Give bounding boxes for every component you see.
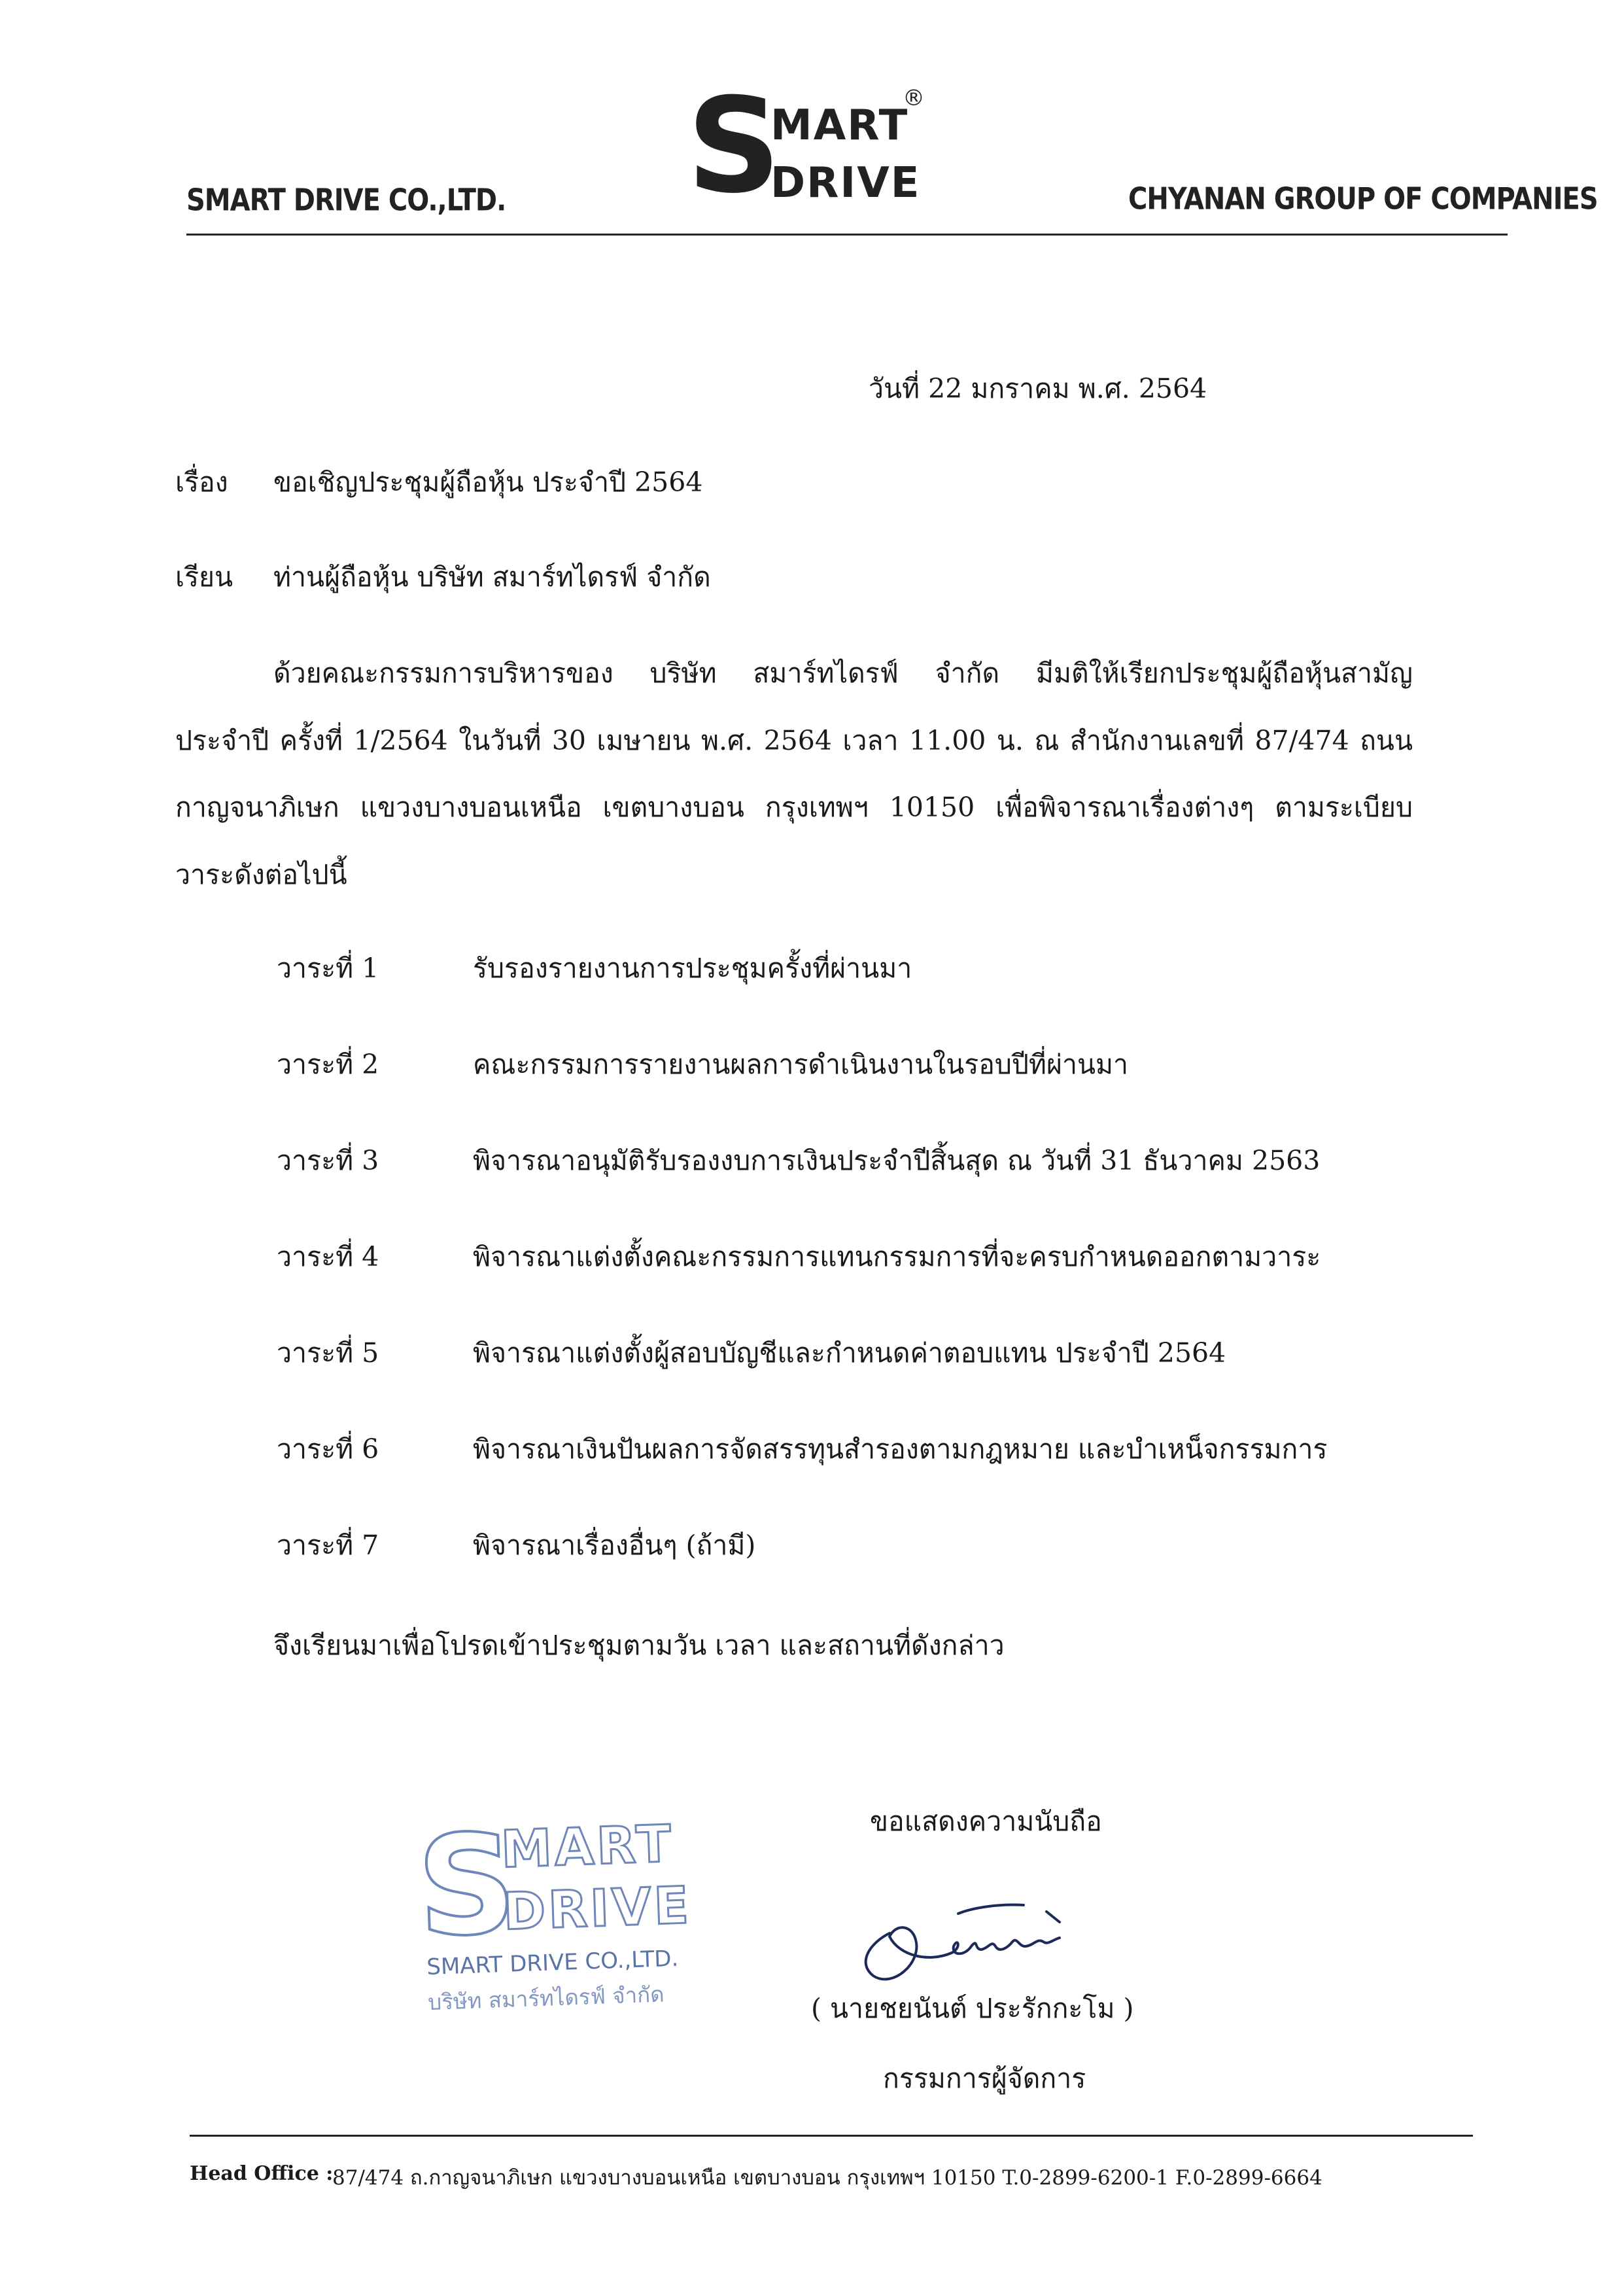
agenda-item [277,947,1454,987]
agenda-text: คณะกรรมการรายงานผลการดำเนินงานในรอบปีที่ผ่านมา [473,1049,1129,1080]
body-line-2: ประจำปี ครั้งที่ 1/2564 ในวันที่ 30 เมษายน พ.ศ. 2564 เวลา 11.00 น. ณ สำนักงานเลขที่ 87/474 ถนน [175,725,1413,756]
stamp-company-th: บริษัท สมาร์ทไดรฟ์ จำกัด [427,1981,665,2016]
company-stamp [414,1804,704,2030]
company-logo [687,70,929,222]
closing-sentence: จึงเรียนมาเพื่อโปรดเข้าประชุมตามวัน เวลา และสถานที่ดังกล่าว [273,1630,1005,1661]
agenda-text: พิจารณาเงินปันผลการจัดสรรทุนสำรองตามกฎหมาย และบำเหน็จกรรมการ [473,1433,1328,1465]
agenda-number: วาระที่ 3 [277,1145,379,1176]
subject-text: ขอเชิญประชุมผู้ถือหุ้น ประจำปี 2564 [273,466,703,498]
company-name-left: SMART DRIVE CO.,LTD. [186,183,506,218]
agenda-item [277,1524,1454,1564]
footer-divider [190,2135,1473,2137]
logo-s-letter: S [687,70,782,222]
body-line-4: วาระดังต่อไปนี้ [175,859,347,890]
agenda-number: วาระที่ 5 [277,1337,379,1369]
head-office-label: Head Office : [190,2162,334,2185]
agenda-item [277,1043,1454,1083]
signatory-name: ( นายชยนันต์ ประรักกะโม ) [811,1993,1134,2024]
stamp-word-drive: DRIVE [502,1876,693,1942]
stamp-s-letter: S [414,1804,519,1968]
logo-word-mart: MART [770,101,909,150]
stamp-word-mart: MART [500,1814,675,1880]
recipient-label: เรียน [175,561,233,593]
agenda-number: วาระที่ 2 [277,1049,379,1080]
agenda-item [277,1236,1454,1275]
agenda-item [277,1332,1454,1371]
stamp-company-en: SMART DRIVE CO.,LTD. [426,1945,679,1981]
agenda-number: วาระที่ 4 [277,1241,379,1272]
head-office-address: 87/474 ถ.กาญจนาภิเษก แขวงบางบอนเหนือ เขตบางบอน กรุงเทพฯ 10150 T.0-2899-6200-1 F.0-2899-6664 [332,2166,1322,2190]
agenda-item [277,1140,1454,1179]
agenda-number: วาระที่ 6 [277,1433,379,1465]
regards-text: ขอแสดงความนับถือ [870,1806,1102,1837]
agenda-text: พิจารณาเรื่องอื่นๆ (ถ้ามี) [473,1530,756,1561]
agenda-text: พิจารณาแต่งตั้งคณะกรรมการแทนกรรมการที่จะครบกำหนดออกตามวาระ [473,1241,1321,1272]
recipient-text: ท่านผู้ถือหุ้น บริษัท สมาร์ทไดรฟ์ จำกัด [273,561,711,593]
letter-date: วันที่ 22 มกราคม พ.ศ. 2564 [869,373,1207,404]
body-line-3: กาญจนาภิเษก แขวงบางบอนเหนือ เขตบางบอน กรุงเทพฯ 10150 เพื่อพิจารณาเรื่องต่างๆ ตามระเบียบ [175,792,1413,823]
agenda-text: รับรองรายงานการประชุมครั้งที่ผ่านมา [473,953,912,984]
registered-mark-icon: ® [903,85,925,111]
agenda-text: พิจารณาอนุมัติรับรองงบการเงินประจำปีสิ้นสุด ณ วันที่ 31 ธันวาคม 2563 [473,1145,1321,1176]
signatory-title: กรรมการผู้จัดการ [883,2063,1086,2094]
agenda-number: วาระที่ 1 [277,953,379,984]
subject-label: เรื่อง [175,466,228,498]
header-divider [186,234,1508,236]
logo-word-drive: DRIVE [770,159,921,207]
agenda-item [277,1428,1454,1467]
handwritten-signature [844,1884,1092,1995]
agenda-number: วาระที่ 7 [277,1530,379,1561]
company-name-right: CHYANAN GROUP OF COMPANIES [1128,182,1598,217]
agenda-text: พิจารณาแต่งตั้งผู้สอบบัญชีและกำหนดค่าตอบแทน ประจำปี 2564 [473,1337,1226,1369]
body-line-1: ด้วยคณะกรรมการบริหารของ บริษัท สมาร์ทไดรฟ์ จำกัด มีมติให้เรียกประชุมผู้ถือหุ้นสามัญ [273,657,1413,689]
